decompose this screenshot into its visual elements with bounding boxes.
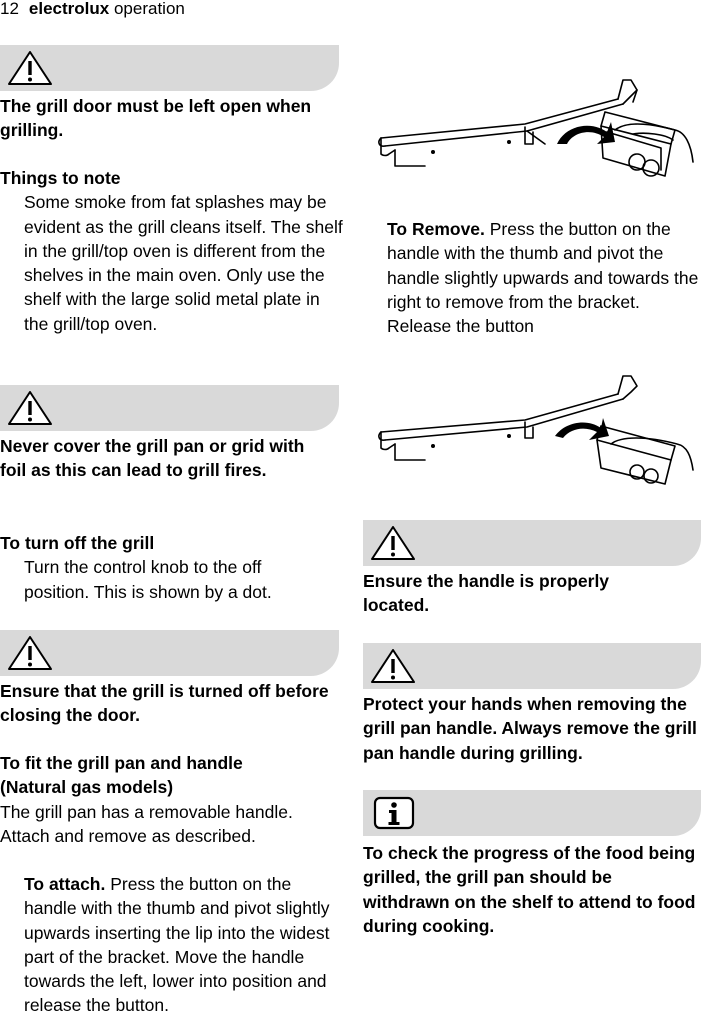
- remove-text: Press the button on the handle with the thumb and pivot the handle slightly upwards and towards the right to remove from the bracket.: [387, 219, 699, 312]
- attach-instructions: [24, 872, 342, 1018]
- things-to-note-section: [0, 166, 345, 336]
- warning-banner: [0, 630, 339, 676]
- section-name: operation: [113, 0, 185, 18]
- warning-text: The grill door must be left open when grilling.: [0, 96, 312, 141]
- turnoff-text: Turn the control knob to the off position. This is shown by a dot.: [24, 557, 272, 602]
- warning-banner: [0, 45, 339, 91]
- fit-text: The grill pan has a removable handle. Attach and remove as described.: [0, 801, 293, 846]
- things-heading: Things to note: [0, 168, 121, 188]
- warning-triangle-icon: [6, 49, 54, 87]
- warning-triangle-icon: [6, 389, 54, 427]
- turnoff-heading: To turn off the grill: [0, 533, 155, 553]
- warning-grill-door: [0, 94, 330, 143]
- attach-lead: To attach.: [24, 874, 106, 894]
- warning-banner: [363, 643, 701, 689]
- warning-triangle-icon: [6, 634, 54, 672]
- info-text: To check the progress of the food being grilled, the grill pan should be withdrawn on the shelf to attend to food during cooking.: [363, 843, 696, 936]
- remove-lead: To Remove.: [387, 219, 485, 239]
- warning-protect-hands: [363, 692, 703, 765]
- info-banner: [363, 790, 701, 836]
- remove-instructions: [387, 217, 703, 338]
- warning-triangle-icon: [369, 647, 417, 685]
- fit-heading: To fit the grill pan and handle (Natural gas models): [0, 753, 243, 798]
- warning-text: Ensure the handle is properly located.: [363, 571, 610, 616]
- things-text: Some smoke from fat splashes may be evident as the grill cleans itself. The shelf in the grill/top oven is different from the shelves in the main oven. Only use the shelf with the large solid metal plate in the grill/top oven.: [24, 192, 343, 334]
- warning-text: Never cover the grill pan or grid with foil as this can lead to grill fires.: [0, 436, 305, 481]
- warning-text: Ensure that the grill is turned off before closing the door.: [0, 681, 329, 726]
- warning-text: Protect your hands when removing the grill pan handle. Always remove the grill pan handle during grilling.: [363, 694, 697, 763]
- info-check-progress: [363, 841, 703, 938]
- page-header: [0, 0, 185, 18]
- turn-off-section: [0, 531, 330, 604]
- attach-text: Press the button on the handle with the thumb and pivot slightly upwards inserting the lip into the widest part of the bracket. Move the handle towards the left, lower into position and release the button.: [24, 874, 330, 1016]
- warning-banner: [363, 520, 701, 566]
- warning-banner: [0, 385, 339, 431]
- information-icon: [373, 796, 415, 830]
- warning-turn-off: [0, 679, 330, 728]
- brand-name: electrolux: [28, 0, 110, 18]
- grill-handle-remove-illustration: [375, 372, 700, 490]
- remove-release: Release the button: [387, 316, 534, 337]
- fit-handle-section: [0, 751, 340, 848]
- warning-foil: [0, 434, 330, 483]
- grill-handle-attach-illustration: [375, 72, 700, 197]
- warning-handle-located: [363, 569, 663, 618]
- warning-triangle-icon: [369, 524, 417, 562]
- page-number: 12: [0, 0, 19, 18]
